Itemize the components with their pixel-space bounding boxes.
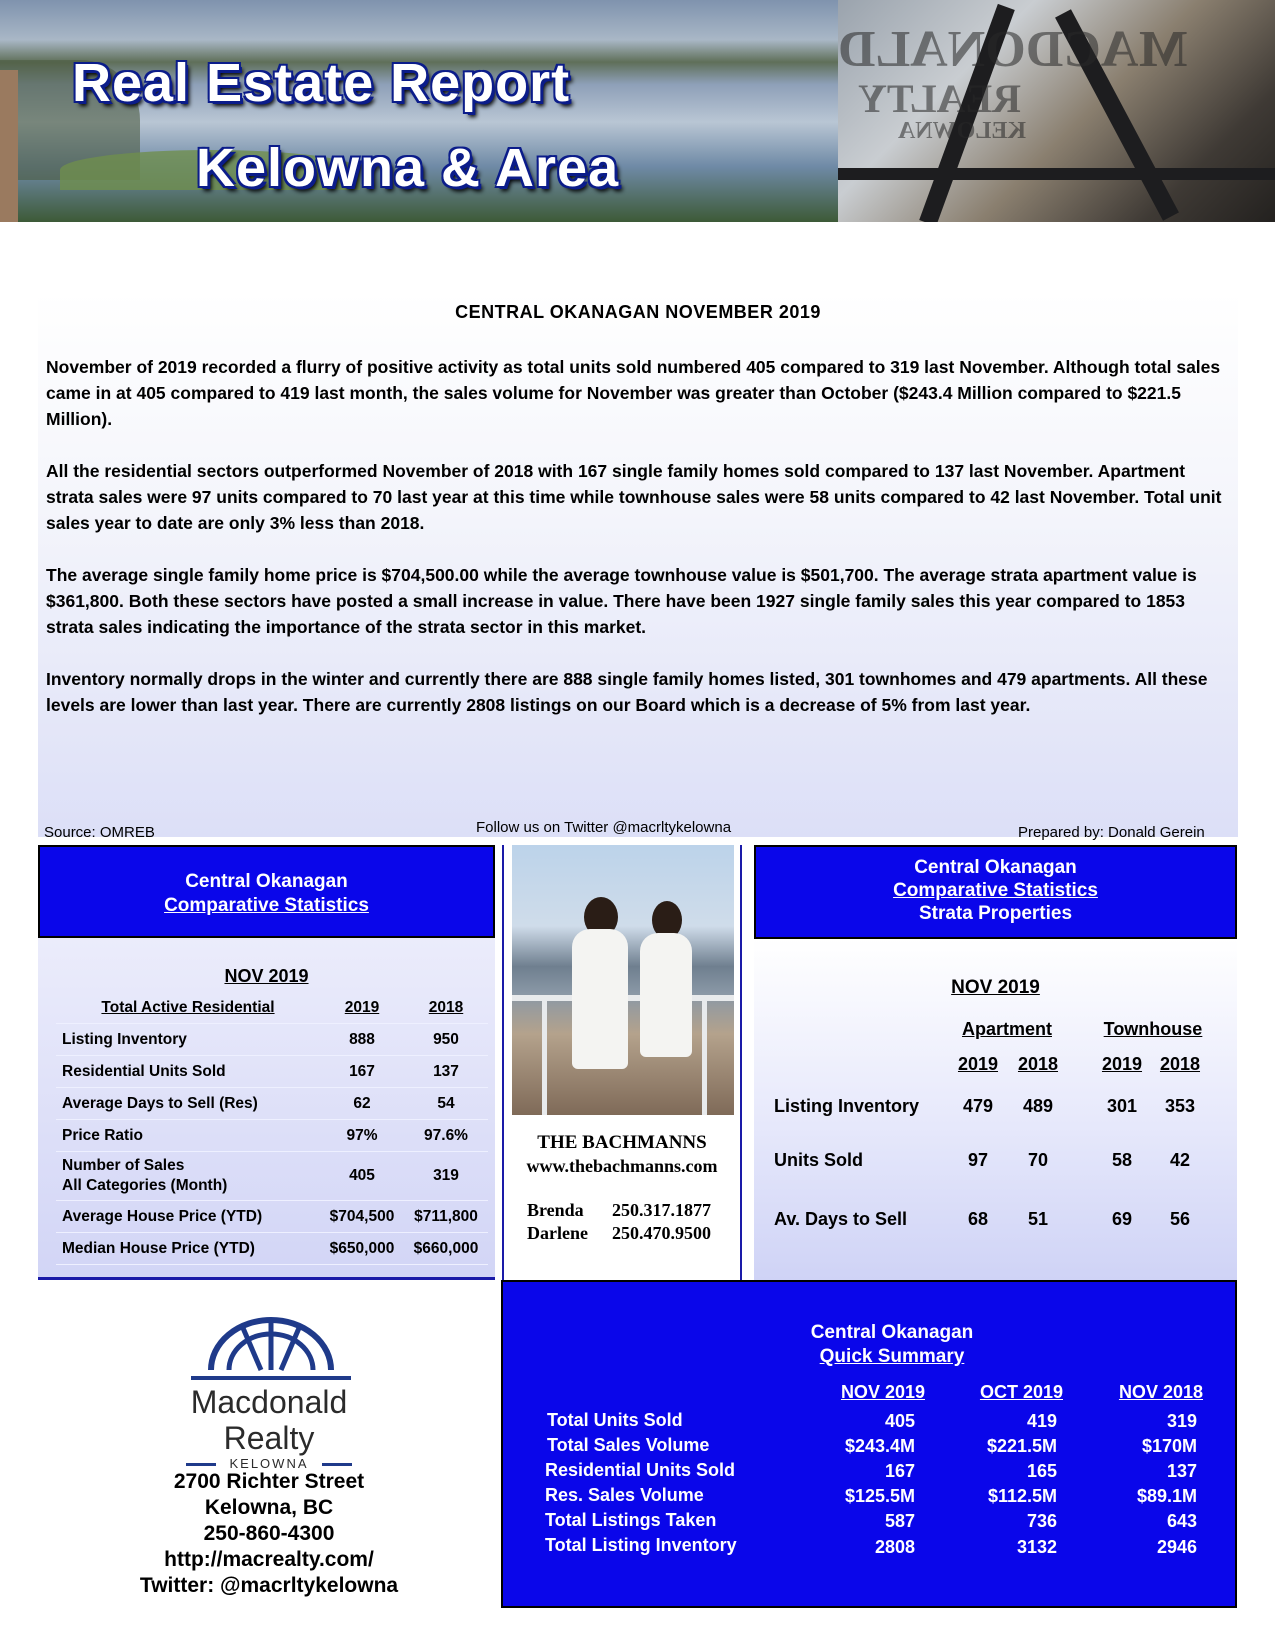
agents-photo <box>512 845 734 1115</box>
strata-value: 97 <box>967 1150 989 1170</box>
agents-website: www.thebachmanns.com <box>526 1156 718 1176</box>
report-section <box>38 292 1238 837</box>
row-label: Average House Price (YTD) <box>56 1201 320 1233</box>
company-phone: 250-860-4300 <box>203 1522 335 1545</box>
qs-col-nov2018: NOV 2018 <box>1118 1382 1203 1402</box>
table-row <box>56 1152 488 1201</box>
qs-value: 2946 <box>1156 1537 1197 1557</box>
strata-stats-title: Central Okanagan <box>914 857 1077 878</box>
strata-value: 69 <box>1111 1209 1133 1229</box>
qs-row-label: Total Units Sold <box>547 1410 683 1430</box>
row-value-2018: 97.6% <box>404 1120 488 1152</box>
strata-stats-panel <box>754 939 1237 1280</box>
logo-text-kelowna: KELOWNA <box>229 1456 309 1471</box>
agent2-name: Darlene <box>527 1223 588 1243</box>
row-label: Listing Inventory <box>56 1024 320 1056</box>
logo-text-macdonald: Macdonald <box>190 1384 348 1420</box>
row-value-2018: $711,800 <box>404 1201 488 1233</box>
row-value-2018: 319 <box>404 1152 488 1201</box>
qs-value: $112.5M <box>987 1486 1057 1506</box>
row-label: Residential Units Sold <box>56 1056 320 1088</box>
company-website-link[interactable]: http://macrealty.com/ <box>164 1548 374 1571</box>
row-value-2018: 54 <box>404 1088 488 1120</box>
strata-value: 51 <box>1027 1209 1049 1229</box>
table-row <box>56 1201 488 1233</box>
col-header-label: Total Active Residential <box>56 992 320 1024</box>
comparative-stats-title: Central Okanagan <box>185 871 348 892</box>
qs-value: $170M <box>1141 1436 1197 1456</box>
row-value-2019: 888 <box>320 1024 404 1056</box>
qs-value: 2808 <box>874 1537 915 1557</box>
strata-value: 70 <box>1027 1150 1049 1170</box>
row-label: Median House Price (YTD) <box>56 1233 320 1265</box>
strata-row-label: Av. Days to Sell <box>774 1209 908 1229</box>
report-heading: CENTRAL OKANAGAN NOVEMBER 2019 <box>455 302 821 322</box>
row-label: Average Days to Sell (Res) <box>56 1088 320 1120</box>
company-address: 2700 Richter Street <box>173 1470 365 1493</box>
report-paragraph-2: All the residential sectors outperformed November of 2018 with 167 single family homes sold compared to 137 last November. Apartment strata sales were 97 units compared to 70 last year at this time while townhouse sales were 58 units compared to 42 last November. Total unit sales year to date are only 3% less than 2018. <box>46 461 1222 533</box>
strata-stats-subtitle-2: Strata Properties <box>918 903 1073 924</box>
group-apartment: Apartment <box>961 1019 1052 1039</box>
qs-row-label: Total Listings Taken <box>545 1510 717 1530</box>
table-row <box>56 1024 488 1056</box>
window-text-3: KELOWNA <box>898 118 1027 144</box>
logo-text-realty: Realty <box>223 1420 315 1456</box>
agents-name: THE BACHMANNS <box>537 1132 707 1153</box>
strata-value: 68 <box>967 1209 989 1229</box>
prepared-by: Prepared by: Donald Gerein <box>1018 824 1205 841</box>
qs-value: 3132 <box>1016 1537 1057 1557</box>
qs-value: 587 <box>884 1511 915 1531</box>
qs-row-label: Res. Sales Volume <box>545 1485 704 1505</box>
row-value-2018: $660,000 <box>404 1233 488 1265</box>
source-note: Source: OMREB <box>44 824 155 841</box>
strata-value: 56 <box>1169 1209 1191 1229</box>
table-row <box>56 1088 488 1120</box>
th-year-2019: 2019 <box>1101 1054 1143 1074</box>
header-banner <box>0 0 1275 222</box>
qs-value: 643 <box>1166 1511 1197 1531</box>
apt-year-2019: 2019 <box>957 1054 999 1074</box>
qs-value: $221.5M <box>986 1436 1057 1456</box>
qs-value: 165 <box>1026 1461 1057 1481</box>
qs-value: 319 <box>1166 1411 1197 1431</box>
qs-value: $125.5M <box>844 1486 915 1506</box>
company-city: Kelowna, BC <box>204 1496 334 1519</box>
table-row <box>56 1233 488 1265</box>
row-label-multiline <box>56 1152 320 1201</box>
agent2-phone: 250.470.9500 <box>612 1223 711 1243</box>
apt-year-2018: 2018 <box>1017 1054 1059 1074</box>
comparative-stats-table <box>56 992 488 1265</box>
strata-period: NOV 2019 <box>951 977 1040 998</box>
col-header-2019: 2019 <box>320 992 404 1024</box>
qs-row-label: Total Listing Inventory <box>545 1535 737 1555</box>
qs-value: 405 <box>884 1411 915 1431</box>
logo-divider-right <box>322 1463 352 1466</box>
strata-stats-header <box>754 845 1237 939</box>
table-row <box>56 1056 488 1088</box>
agent1-name: Brenda <box>527 1200 584 1220</box>
group-townhouse: Townhouse <box>1103 1019 1203 1039</box>
quick-summary-title: Central Okanagan <box>810 1322 974 1343</box>
window-text-2: REALTY <box>858 76 1022 121</box>
report-paragraph-3: The average single family home price is $704,500.00 while the average townhouse value is $501,700. The average strata apartment value is $361,800. Both these sectors have posted a small increase in value. There have been 1927 single family sales this year compared to 1853 strata sales indicating the importance of the strata sector in this market. <box>46 565 1197 637</box>
twitter-follow: Follow us on Twitter @macrltykelowna <box>476 819 732 836</box>
strata-value: 353 <box>1164 1096 1196 1116</box>
row-value-2019: 167 <box>320 1056 404 1088</box>
banner-title-line2: Kelowna & Area <box>196 138 620 198</box>
qs-col-nov2019: NOV 2019 <box>840 1382 925 1402</box>
banner-title-line1: Real Estate Report <box>72 53 571 113</box>
comparative-stats-period: NOV 2019 <box>224 966 309 986</box>
strata-value: 58 <box>1111 1150 1133 1170</box>
table-row <box>56 1120 488 1152</box>
row-value-2018: 137 <box>404 1056 488 1088</box>
table-header-row <box>56 992 488 1024</box>
report-paragraph-1: November of 2019 recorded a flurry of positive activity as total units sold numbered 405 compared to 319 last November. Although total sales came in at 405 compared to 419 last month, the sales volume for November was greater than October ($243.4 Million compared to $221.5 Million). <box>46 357 1221 429</box>
qs-row-label: Residential Units Sold <box>545 1460 736 1480</box>
row-value-2018: 950 <box>404 1024 488 1056</box>
qs-row-label: Total Sales Volume <box>547 1435 710 1455</box>
strata-row-label: Units Sold <box>774 1150 863 1170</box>
quick-summary-subtitle: Quick Summary <box>819 1346 965 1367</box>
row-label: Price Ratio <box>56 1120 320 1152</box>
comparative-stats-subtitle: Comparative Statistics <box>164 895 369 916</box>
strata-value: 479 <box>962 1096 994 1116</box>
office-window-photo <box>838 0 1275 222</box>
window-text-1: MACDONALD <box>838 21 1188 78</box>
comparative-stats-header <box>38 845 495 938</box>
col-header-2018: 2018 <box>404 992 488 1024</box>
th-year-2018: 2018 <box>1159 1054 1201 1074</box>
strata-value: 301 <box>1106 1096 1138 1116</box>
comparative-stats-panel <box>38 938 495 1280</box>
strata-row-label: Listing Inventory <box>774 1096 920 1116</box>
row-value-2019: $650,000 <box>320 1233 404 1265</box>
qs-value: 419 <box>1026 1411 1057 1431</box>
qs-value: $243.4M <box>844 1436 915 1456</box>
qs-value: 137 <box>1166 1461 1197 1481</box>
row-label: Number of Sales <box>62 1157 185 1174</box>
report-paragraph-4: Inventory normally drops in the winter and currently there are 888 single family homes listed, 301 townhomes and 479 apartments. All these levels are lower than last year. There are currently 2808 listings on our Board which is a decrease of 5% from last year. <box>46 669 1208 715</box>
strata-value: 42 <box>1169 1150 1191 1170</box>
qs-value: 167 <box>884 1461 915 1481</box>
qs-value: 736 <box>1026 1511 1057 1531</box>
row-label-sub: All Categories (Month) <box>62 1177 228 1194</box>
row-value-2019: 97% <box>320 1120 404 1152</box>
row-value-2019: 405 <box>320 1152 404 1201</box>
agent1-phone: 250.317.1877 <box>612 1200 711 1220</box>
quick-summary-panel <box>501 1280 1237 1608</box>
strata-value: 489 <box>1022 1096 1054 1116</box>
company-info <box>38 1282 500 1612</box>
strata-stats-subtitle: Comparative Statistics <box>893 880 1098 901</box>
company-twitter: Twitter: @macrltykelowna <box>139 1574 399 1597</box>
qs-col-oct2019: OCT 2019 <box>979 1382 1063 1402</box>
macdonald-realty-logo-icon <box>191 1310 351 1384</box>
row-value-2019: 62 <box>320 1088 404 1120</box>
qs-value: $89.1M <box>1136 1486 1197 1506</box>
row-value-2019: $704,500 <box>320 1201 404 1233</box>
